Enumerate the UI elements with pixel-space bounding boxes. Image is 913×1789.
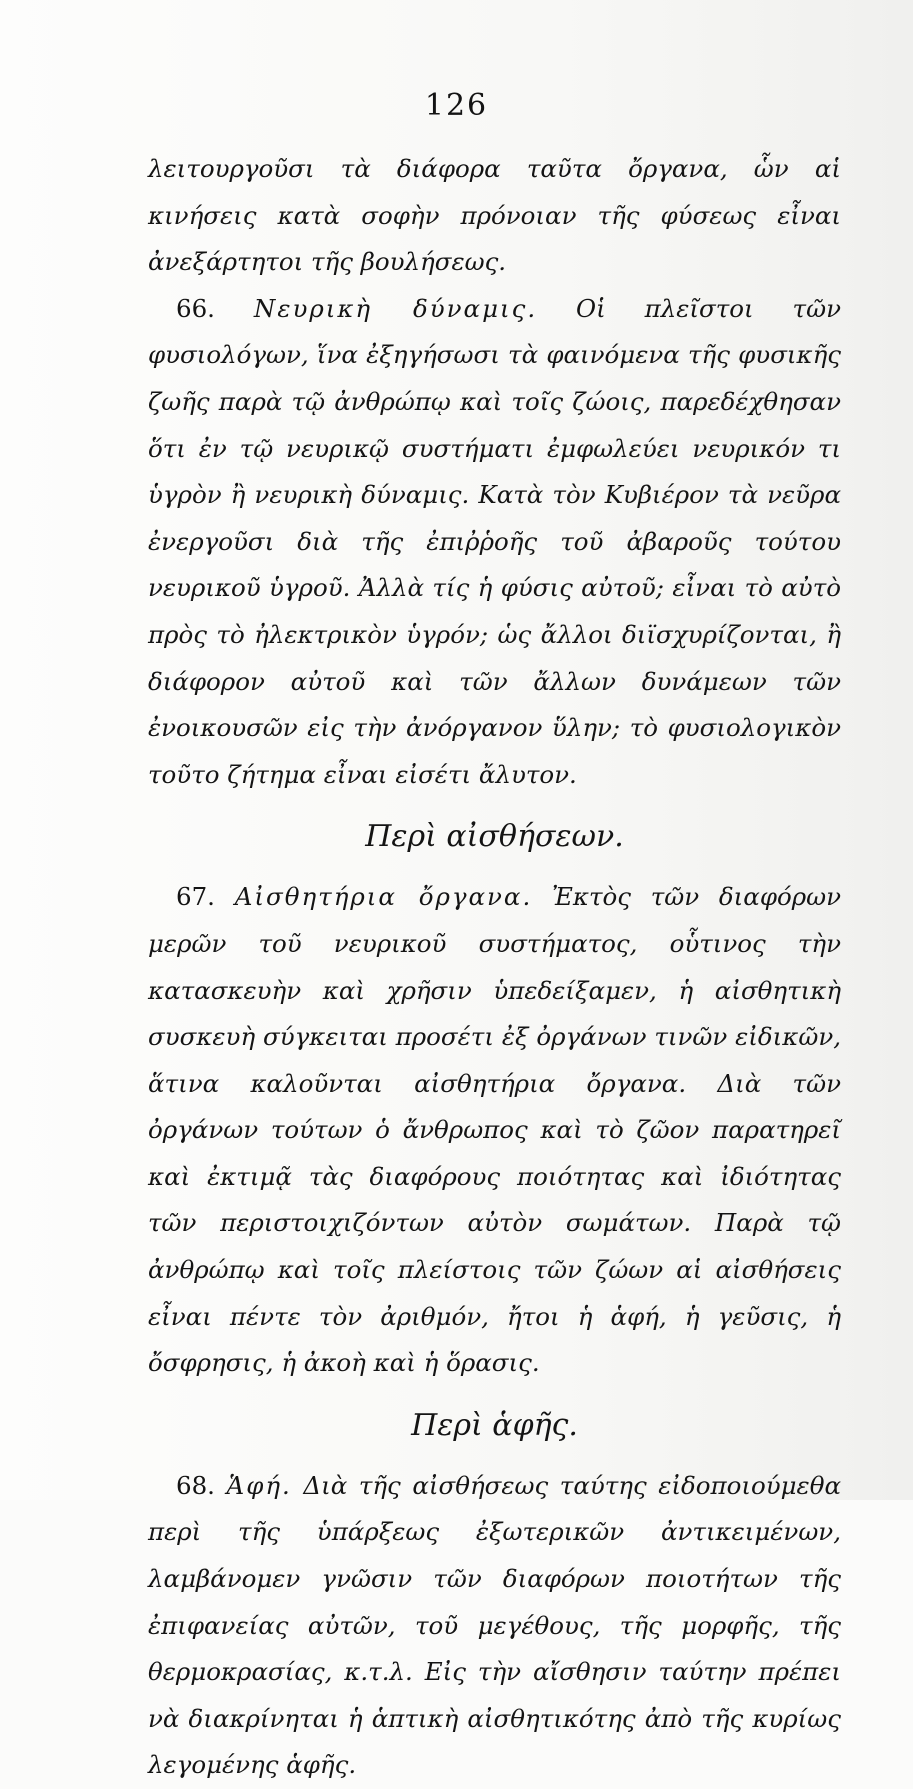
paragraph-68 <box>148 1463 841 1789</box>
paragraph-text: Οἱ πλεῖστοι τῶν φυσιολόγων, ἵνα ἐξηγήσωσι τὰ φαινόμενα τῆς φυσικῆς ζωῆς παρὰ τῷ ἀνθρώπῳ καὶ τοῖς ζώοις, παρεδέχθησαν ὅτι ἐν τῷ νευρικῷ συστήματι ἐμφωλεύει νευρικόν τι ὑγρὸν ἢ νευρικὴ δύναμις. Κατὰ τὸν Κυβιέρον τὰ νεῦρα ἐνεργοῦσι διὰ τῆς ἐπιῤῥοῆς τοῦ ἀβαροῦς τούτου νευρικοῦ ὑγροῦ. Ἀλλὰ τίς ἡ φύσις αὐτοῦ; εἶναι τὸ αὐτὸ πρὸς τὸ ἠλεκτρικὸν ὑγρόν; ὡς ἄλλοι διϊσχυρίζονται, ἢ διάφορον αὐτοῦ καὶ τῶν ἄλλων δυνάμεων τῶν ἐνοικουσῶν εἰς τὴν ἀνόργανον ὕλην; τὸ φυσιολογικὸν τοῦτο ζήτημα εἶναι εἰσέτι ἄλυτον. <box>148 293 841 789</box>
paragraph-heading: Νευρικὴ δύναμις. <box>253 293 538 323</box>
page-body <box>148 146 841 1789</box>
paragraph-67 <box>148 874 841 1387</box>
section-heading-touch: Περὶ ἁφῆς. <box>411 1407 578 1443</box>
paragraph-text: λειτουργοῦσι τὰ διάφορα ταῦτα ὄργανα, ὧν αἱ κινήσεις κατὰ σοφὴν πρόνοιαν τῆς φύσεως εἶναι ἀνεξάρτητοι τῆς βουλήσεως. <box>148 154 841 277</box>
paragraph-number: 68. <box>176 1470 215 1500</box>
section-heading-senses: Περὶ αἰσθήσεων. <box>365 819 624 855</box>
paragraph-number: 67. <box>176 882 215 912</box>
paragraph-text: Ἐκτὸς τῶν διαφόρων μερῶν τοῦ νευρικοῦ συστήματος, οὗτινος τὴν κατασκευὴν καὶ χρῆσιν ὑπεδείξαμεν, ἡ αἰσθητικὴ συσκευὴ σύγκειται προσέτι ἐξ ὀργάνων τινῶν εἰδικῶν, ἅτινα καλοῦνται αἰσθητήρια ὄργανα. Διὰ τῶν ὀργάνων τούτων ὁ ἄνθρωπος καὶ τὸ ζῶον παρατηρεῖ καὶ ἐκτιμᾷ τὰς διαφόρους ποιότητας καὶ ἰδιότητας τῶν περιστοιχιζόντων αὐτὸν σωμάτων. Παρὰ τῷ ἀνθρώπῳ καὶ τοῖς πλείστοις τῶν ζώων αἱ αἰσθήσεις εἶναι πέντε τὸν ἀριθμόν, ἤτοι ἡ ἁφή, ἡ γεῦσις, ἡ ὄσφρησις, ἡ ἀκοὴ καὶ ἡ ὅρασις. <box>148 882 841 1378</box>
paragraph-66 <box>148 286 841 799</box>
page-number: 126 <box>424 88 489 123</box>
paragraph-text: Διὰ τῆς αἰσθήσεως ταύτης εἰδοποιούμεθα περὶ τῆς ὑπάρξεως ἐξωτερικῶν ἀντικειμένων, λαμβάνομεν γνῶσιν τῶν διαφόρων ποιοτήτων τῆς ἐπιφανείας αὐτῶν, τοῦ μεγέθους, τῆς μορφῆς, τῆς θερμοκρασίας, κ.τ.λ. Εἰς τὴν αἴσθησιν ταύτην πρέπει νὰ διακρίνηται ἡ ἁπτικὴ αἰσθητικότης ἀπὸ τῆς κυρίως λεγομένης ἁφῆς. <box>148 1470 841 1780</box>
paragraph-continuation <box>148 146 841 286</box>
paragraph-heading: Αἰσθητήρια ὄργανα. <box>234 882 533 912</box>
paragraph-heading: Ἁφή. <box>226 1470 292 1500</box>
paragraph-number: 66. <box>176 293 215 323</box>
